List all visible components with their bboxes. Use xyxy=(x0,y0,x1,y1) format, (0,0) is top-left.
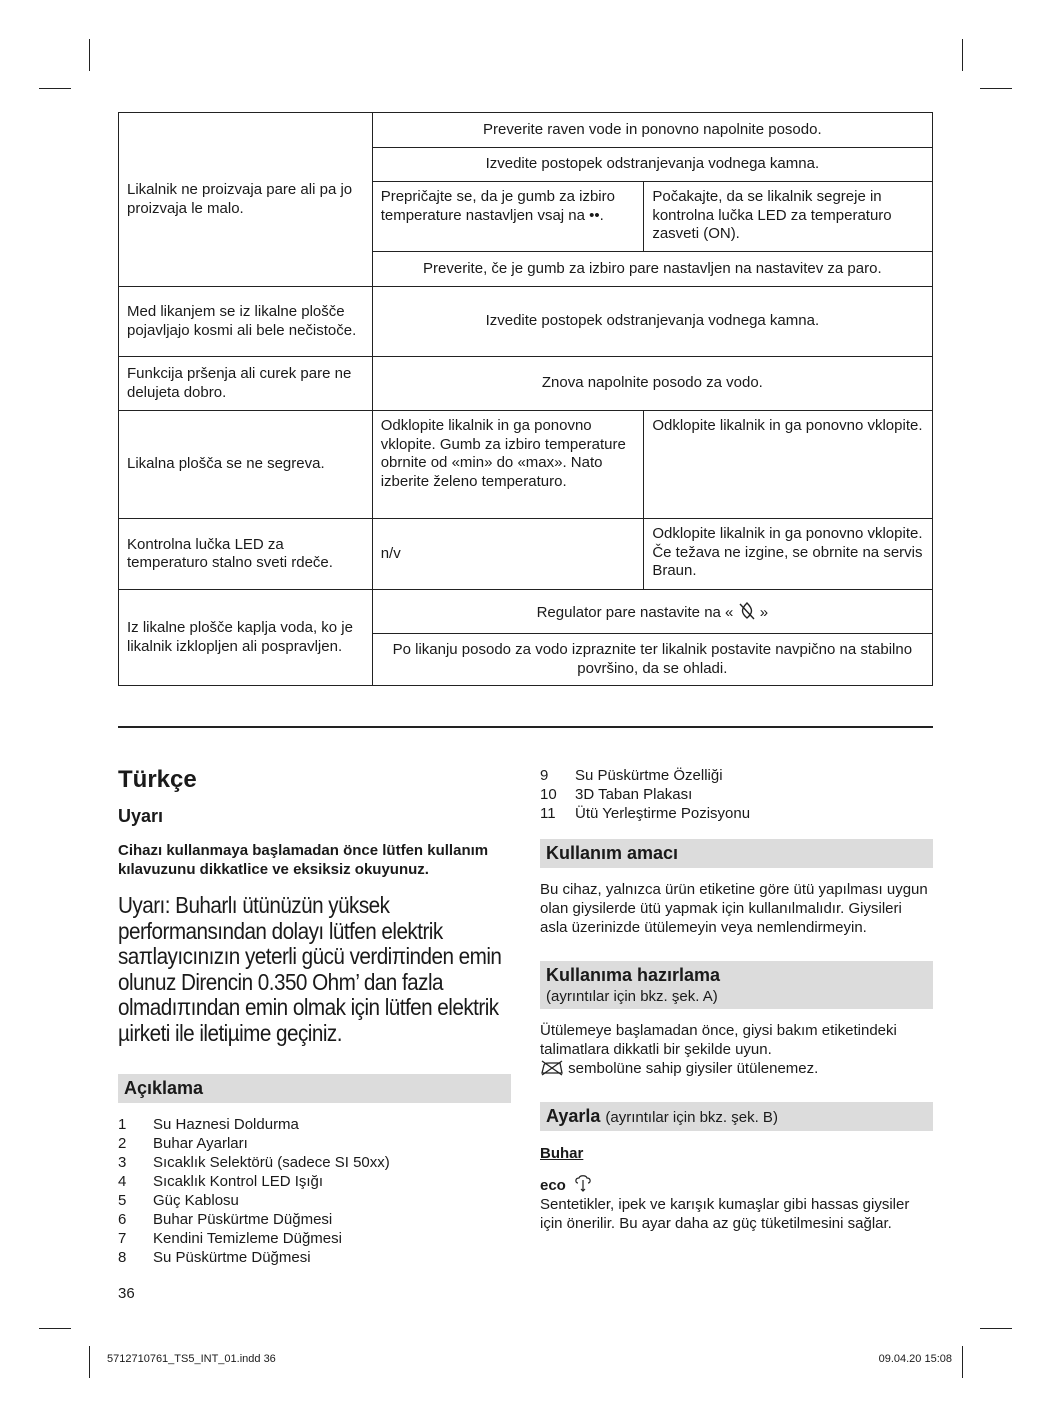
item-text: 3D Taban Plakası xyxy=(575,786,693,803)
crop-mark xyxy=(39,1328,71,1329)
item-number: 11 xyxy=(540,805,556,822)
crop-mark xyxy=(39,88,71,89)
list-item xyxy=(118,1172,511,1191)
crop-mark xyxy=(962,39,963,71)
prep-text-symbol: sembolüne sahip giysiler ütülenemez. xyxy=(568,1060,819,1077)
table-row xyxy=(119,519,933,590)
solution-cell: Preverite, če je gumb za izbiro pare nastavljen na nastavitev za paro. xyxy=(372,252,932,287)
solution-cell: Znova napolnite posodo za vodo. xyxy=(372,357,932,411)
eco-row xyxy=(540,1174,933,1195)
big-warning: Uyarı: Buharlı ütünüzün yüksek performansından dolayı lütfen elektrik saπlayıcınızın yeterli gücü verdiπinden emin olunuz Direncin 0.350 Ohm’ dan fazla olmadıπından emin olmak için lütfen elektrik µirketi ile iletiµime geçiniz. xyxy=(118,892,502,1046)
item-number: 1 xyxy=(118,1116,127,1133)
eco-text: Sentetikler, ipek ve karışık kumaşlar gibi hassas giysiler için önerilir. Bu ayar daha az güç tüketilmesini sağlar. xyxy=(540,1196,910,1232)
item-number: 10 xyxy=(540,786,557,803)
list-item xyxy=(540,804,933,823)
footer-file: 5712710761_TS5_INT_01.indd 36 xyxy=(107,1353,276,1365)
prep-heading xyxy=(540,961,933,1009)
steam-label: Buhar xyxy=(540,1145,584,1162)
problem-cell: Med likanjem se iz likalne plošče pojavljajo kosmi ali bele nečistoče. xyxy=(119,287,373,357)
item-number: 2 xyxy=(118,1135,127,1152)
problem-cell: Kontrolna lučka LED za temperaturo stalno sveti rdeče. xyxy=(119,519,373,590)
solution-cell: Prepričajte se, da je gumb za izbiro temperature nastavljen vsaj na ••. xyxy=(372,182,644,252)
solution-cell: Po likanju posodo za vodo izpraznite ter likalnik postavite navpično na stabilno površino, da se ohladi. xyxy=(372,634,932,686)
adjust-heading xyxy=(540,1102,933,1131)
item-number: 4 xyxy=(118,1173,127,1190)
table-row xyxy=(119,590,933,634)
prep-heading-title: Kullanıma hazırlama xyxy=(546,965,721,985)
solution-cell: Počakajte, da se likalnik segreje in kontrolna lučka LED za temperaturo zasveti (ON). xyxy=(644,182,933,252)
purpose-text: Bu cihaz, yalnızca ürün etiketine göre ütü yapılması uygun olan giysilerde ütü yapmak için kullanılmalıdır. Giysileri asla üzerinizde ütülemeyin veya nemlendirmeyin. xyxy=(540,881,928,936)
item-text: Sıcaklık Selektörü (sadece SI 50xx) xyxy=(153,1154,390,1171)
crop-mark xyxy=(980,88,1012,89)
list-item xyxy=(118,1115,511,1134)
adjust-heading-title: Ayarla xyxy=(546,1106,601,1126)
solution-cell: Odklopite likalnik in ga ponovno vklopite. Če težava ne izgine, se obrnite na servis Braun. xyxy=(644,519,933,590)
item-text: Su Püskürtme Özelliği xyxy=(575,767,723,784)
left-column xyxy=(118,762,511,1267)
item-number: 3 xyxy=(118,1154,127,1171)
solution-cell: Izvedite postopek odstranjevanja vodnega kamna. xyxy=(372,148,932,182)
crop-mark xyxy=(962,1346,963,1378)
list-item xyxy=(118,1191,511,1210)
section-divider xyxy=(118,726,933,728)
list-item xyxy=(118,1153,511,1172)
problem-cell: Iz likalne plošče kaplja voda, ko je likalnik izklopljen ali pospravljen. xyxy=(119,590,373,686)
list-item xyxy=(118,1229,511,1248)
solution-cell: Odklopite likalnik in ga ponovno vklopite. xyxy=(644,411,933,519)
prep-text xyxy=(540,1021,933,1078)
item-text: Buhar Püskürtme Düğmesi xyxy=(153,1211,333,1228)
solution-cell: Odklopite likalnik in ga ponovno vklopite. Gumb za izbiro temperature obrnite od «min» do «max». Nato izberite želeno temperaturo. xyxy=(372,411,644,519)
list-item xyxy=(118,1134,511,1153)
item-text: Ütü Yerleştirme Pozisyonu xyxy=(575,805,751,822)
solution-cell: Preverite raven vode in ponovno napolnite posodo. xyxy=(372,113,932,148)
item-number: 5 xyxy=(118,1192,127,1209)
bold-note: Cihazı kullanmaya başlamadan önce lütfen kullanım kılavuzunu dikkatlice ve eksiksiz okuyunuz. xyxy=(118,842,489,878)
no-steam-icon xyxy=(738,601,756,621)
solution-cell xyxy=(372,590,932,634)
problem-cell: Likalnik ne proizvaja pare ali pa jo proizvaja le malo. xyxy=(119,113,373,287)
table-row xyxy=(119,411,933,519)
list-item xyxy=(540,785,933,804)
problem-cell: Funkcija pršenja ali curek pare ne delujeta dobro. xyxy=(119,357,373,411)
warning-heading: Uyarı xyxy=(118,806,164,826)
parts-list xyxy=(118,1115,511,1267)
list-item xyxy=(540,766,933,785)
purpose-heading: Kullanım amacı xyxy=(540,839,933,868)
list-item xyxy=(118,1248,511,1267)
prep-text-main: Ütülemeye başlamadan önce, giysi bakım etiketindeki talimatlara dikkatli bir şekilde uyun. xyxy=(540,1022,897,1058)
item-number: 7 xyxy=(118,1230,127,1247)
item-text: Buhar Ayarları xyxy=(153,1135,248,1152)
item-text: Sıcaklık Kontrol LED Işığı xyxy=(153,1173,324,1190)
parts-list xyxy=(540,766,933,823)
item-number: 6 xyxy=(118,1211,127,1228)
footer-date: 09.04.20 15:08 xyxy=(878,1353,952,1365)
troubleshooting-table xyxy=(118,112,933,686)
description-heading: Açıklama xyxy=(118,1074,511,1103)
problem-cell: Likalna plošča se ne segreva. xyxy=(119,411,373,519)
solution-cell: Izvedite postopek odstranjevanja vodnega kamna. xyxy=(372,287,932,357)
eco-steam-icon xyxy=(574,1174,592,1192)
prep-heading-sub: (ayrıntılar için bkz. şek. A) xyxy=(546,988,718,1005)
item-number: 9 xyxy=(540,767,549,784)
table-row xyxy=(119,287,933,357)
crop-mark xyxy=(89,39,90,71)
solution-text: » xyxy=(759,603,769,621)
crop-mark xyxy=(89,1346,90,1378)
language-heading: Türkçe xyxy=(118,766,197,793)
solution-text: Regulator pare nastavite na « xyxy=(536,603,734,621)
table-row xyxy=(119,113,933,148)
table-row xyxy=(119,357,933,411)
item-text: Su Haznesi Doldurma xyxy=(153,1116,299,1133)
eco-label: eco xyxy=(540,1177,566,1194)
page-number: 36 xyxy=(118,1285,135,1302)
no-iron-icon xyxy=(540,1060,564,1076)
right-column xyxy=(540,766,933,1257)
solution-cell: n/v xyxy=(372,519,644,590)
item-text: Güç Kablosu xyxy=(153,1192,239,1209)
item-number: 8 xyxy=(118,1249,127,1266)
adjust-heading-sub: (ayrıntılar için bkz. şek. B) xyxy=(605,1109,778,1126)
list-item xyxy=(118,1210,511,1229)
crop-mark xyxy=(980,1328,1012,1329)
item-text: Su Püskürtme Düğmesi xyxy=(153,1249,311,1266)
item-text: Kendini Temizleme Düğmesi xyxy=(153,1230,342,1247)
